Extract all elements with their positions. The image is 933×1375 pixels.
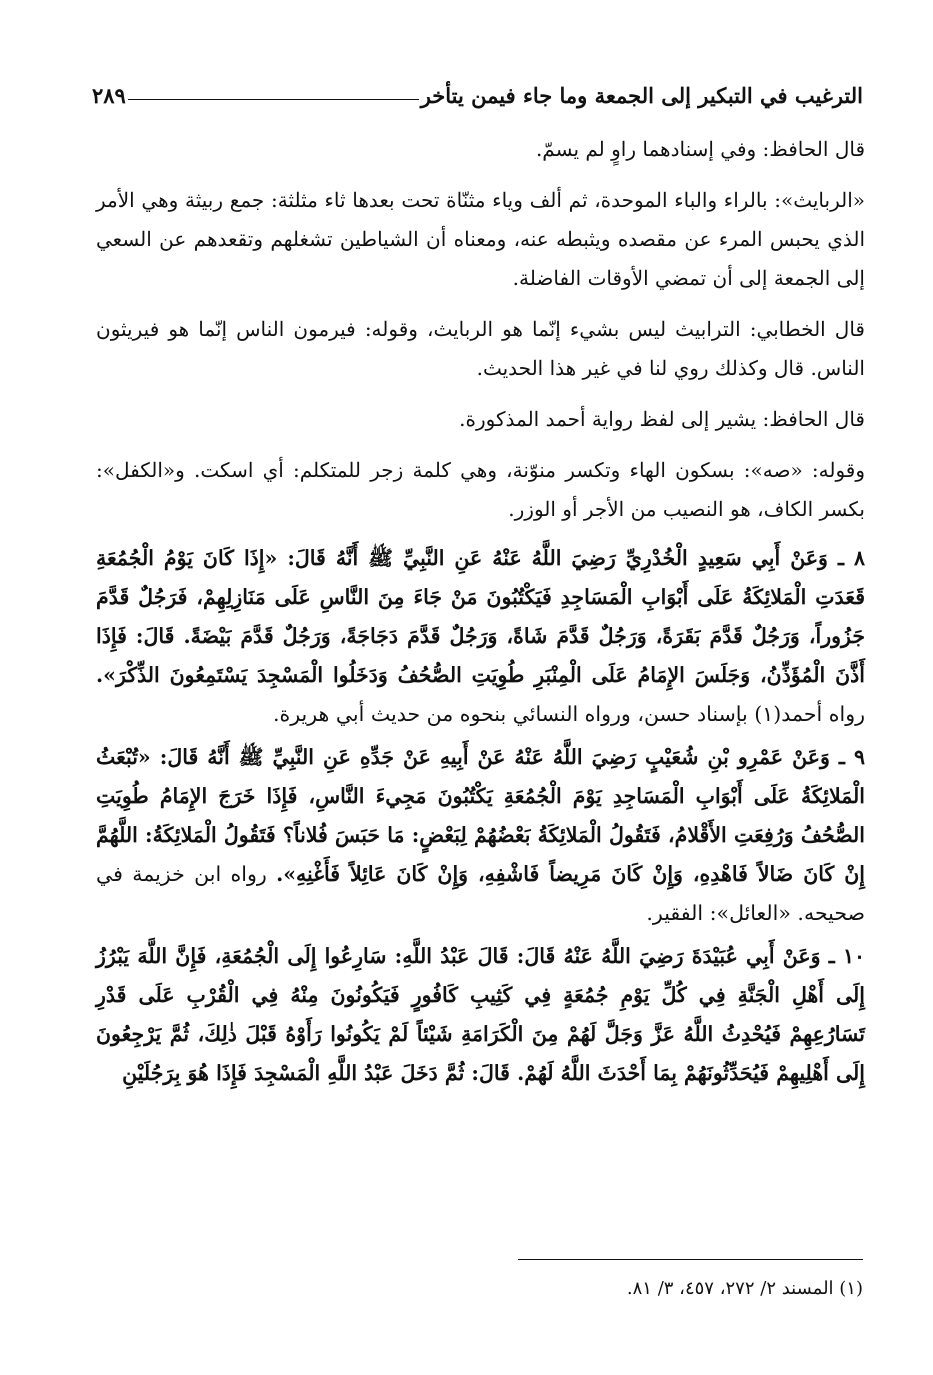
hadith-text: ٩ ـ وَعَنْ عَمْرِو بْنِ شُعَيْبٍ رَضِيَ اللَّهُ عَنْهُ عَنْ أَبِيهِ عَنْ جَدِّهِ عَنِ النَّبِيِّ ﷺ أَنَّهُ قَالَ: «تُبْعَثُ الْمَلائِكَةُ عَلَى أَبْوَابِ الْمَسَاجِدِ يَوْمَ الْجُمُعَةِ يَكْتُبُونَ مَجِيءَ النَّاسِ، فَإِذَا خَرَجَ الإِمَامُ طُوِيَتِ الصُّحُفُ وَرُفِعَتِ الأَقْلامُ، فَتَقُولُ الْمَلائِكَةُ بَعْضُهُمْ لِبَعْضٍ: مَا حَبَسَ فُلاناً؟ فَتَقُولُ الْمَلائِكَةُ: اللَّهُمَّ إِنْ كَانَ ضَالاً فَاهْدِهِ، وَإِنْ كَانَ مَرِيضاً فَاشْفِهِ، وَإِنْ كَانَ عَائِلاً فَأَغْنِهِ». [96, 745, 865, 886]
paragraph: «الربايث»: بالراء والباء الموحدة، ثم ألف وياء مثنّاة تحت بعدها ثاء مثلثة: جمع ربيثة وهي الأمر الذي يحبس المرء عن مقصده ويثبطه عنه، ومعناه أن الشياطين تشغلهم وتقعدهم عن السعي إلى الجمعة إلى أن تمضي الأوقات الفاضلة. [96, 188, 865, 290]
page-body [96, 130, 865, 1093]
hadith-note: رواه أحمد(١) بإسناد حسن، ورواه النسائي بنحوه من حديث أبي هريرة. [272, 702, 865, 726]
footnote-separator [518, 1259, 863, 1260]
hadith-text: ٨ ـ وَعَنْ أَبِي سَعِيدٍ الْخُدْرِيِّ رَضِيَ اللَّهُ عَنْهُ عَنِ النَّبِيِّ ﷺ أَنَّهُ قَالَ: «إِذَا كَانَ يَوْمُ الْجُمُعَةِ قَعَدَتِ الْمَلائِكَةُ عَلَى أَبْوَابِ الْمَسَاجِدِ فَيَكْتُبُونَ مَنْ جَاءَ مِنَ النَّاسِ عَلَى مَنَازِلِهِمْ، فَرَجُلٌ قَدَّمَ جَزُوراً، وَرَجُلٌ قَدَّمَ بَقَرَةً، وَرَجُلٌ قَدَّمَ شَاةً، وَرَجُلٌ قَدَّمَ دَجَاجَةً، وَرَجُلٌ قَدَّمَ بَيْضَةً. قَالَ: فَإِذَا أَذَّنَ الْمُؤَذِّنُ، وَجَلَسَ الإِمَامُ عَلَى الْمِنْبَرِ طُوِيَتِ الصُّحُفُ وَدَخَلُوا الْمَسْجِدَ يَسْتَمِعُونَ الذِّكْرَ». [96, 546, 865, 687]
page-number: ٢٨٩ [92, 83, 126, 108]
footnote: (١) المسند ٢/ ٢٧٢، ٤٥٧، ٣/ ٨١. [626, 1278, 863, 1299]
running-header [92, 68, 863, 108]
paragraph: قال الخطابي: الترابيث ليس بشيء إنّما هو الربايث، وقوله: فيرمون الناس إنّما هو فيريثون الناس. قال وكذلك روي لنا في غير هذا الحديث. [96, 317, 865, 380]
paragraph: قال الحافظ: وفي إسنادهما راوٍ لم يسمّ. [535, 137, 865, 161]
header-rule [128, 99, 419, 100]
paragraph: وقوله: «صه»: بسكون الهاء وتكسر منوّنة، وهي كلمة زجر للمتكلم: أي اسكت. و«الكفل»: بكسر الكاف، هو النصيب من الأجر أو الوزر. [96, 458, 865, 521]
header-title: الترغيب في التبكير إلى الجمعة وما جاء فيمن يتأخر [420, 83, 863, 108]
hadith-text: ١٠ ـ وَعَنْ أَبِي عُبَيْدَةَ رَضِيَ اللَّهُ عَنْهُ قَالَ: قَالَ عَبْدُ اللَّهِ: سَارِعُوا إِلَى الْجُمُعَةِ، فَإِنَّ اللَّهَ يَبْرُزُ إِلَى أَهْلِ الْجَنَّةِ فِي كُلِّ يَوْمِ جُمُعَةٍ فِي كَثِيبِ كَافُورٍ فَيَكُونُونَ مِنْهُ فِي الْقُرْبِ عَلَى قَدْرِ تَسَارُعِهِمْ فَيُحْدِثُ اللَّهُ عَزَّ وَجَلَّ لَهُمْ مِنَ الْكَرَامَةِ شَيْئاً لَمْ يَكُونُوا رَأَوْهُ قَبْلَ ذٰلِكَ، ثُمَّ يَرْجِعُونَ إِلَى أَهْلِيهِمْ فَيُحَدِّثُونَهُمْ بِمَا أَحْدَثَ اللَّهُ لَهُمْ. قَالَ: ثُمَّ دَخَلَ عَبْدُ اللَّهِ الْمَسْجِدَ فَإِذَا هُوَ بِرَجُلَيْنِ [96, 944, 865, 1085]
hadith-8 [96, 539, 865, 734]
hadith-note: رواه ابن خزيمة في صحيحه. «العائل»: الفقير. [96, 862, 865, 925]
hadith-9 [96, 738, 865, 933]
paragraph: قال الحافظ: يشير إلى لفظ رواية أحمد المذكورة. [459, 407, 865, 431]
hadith-10 [96, 937, 865, 1093]
